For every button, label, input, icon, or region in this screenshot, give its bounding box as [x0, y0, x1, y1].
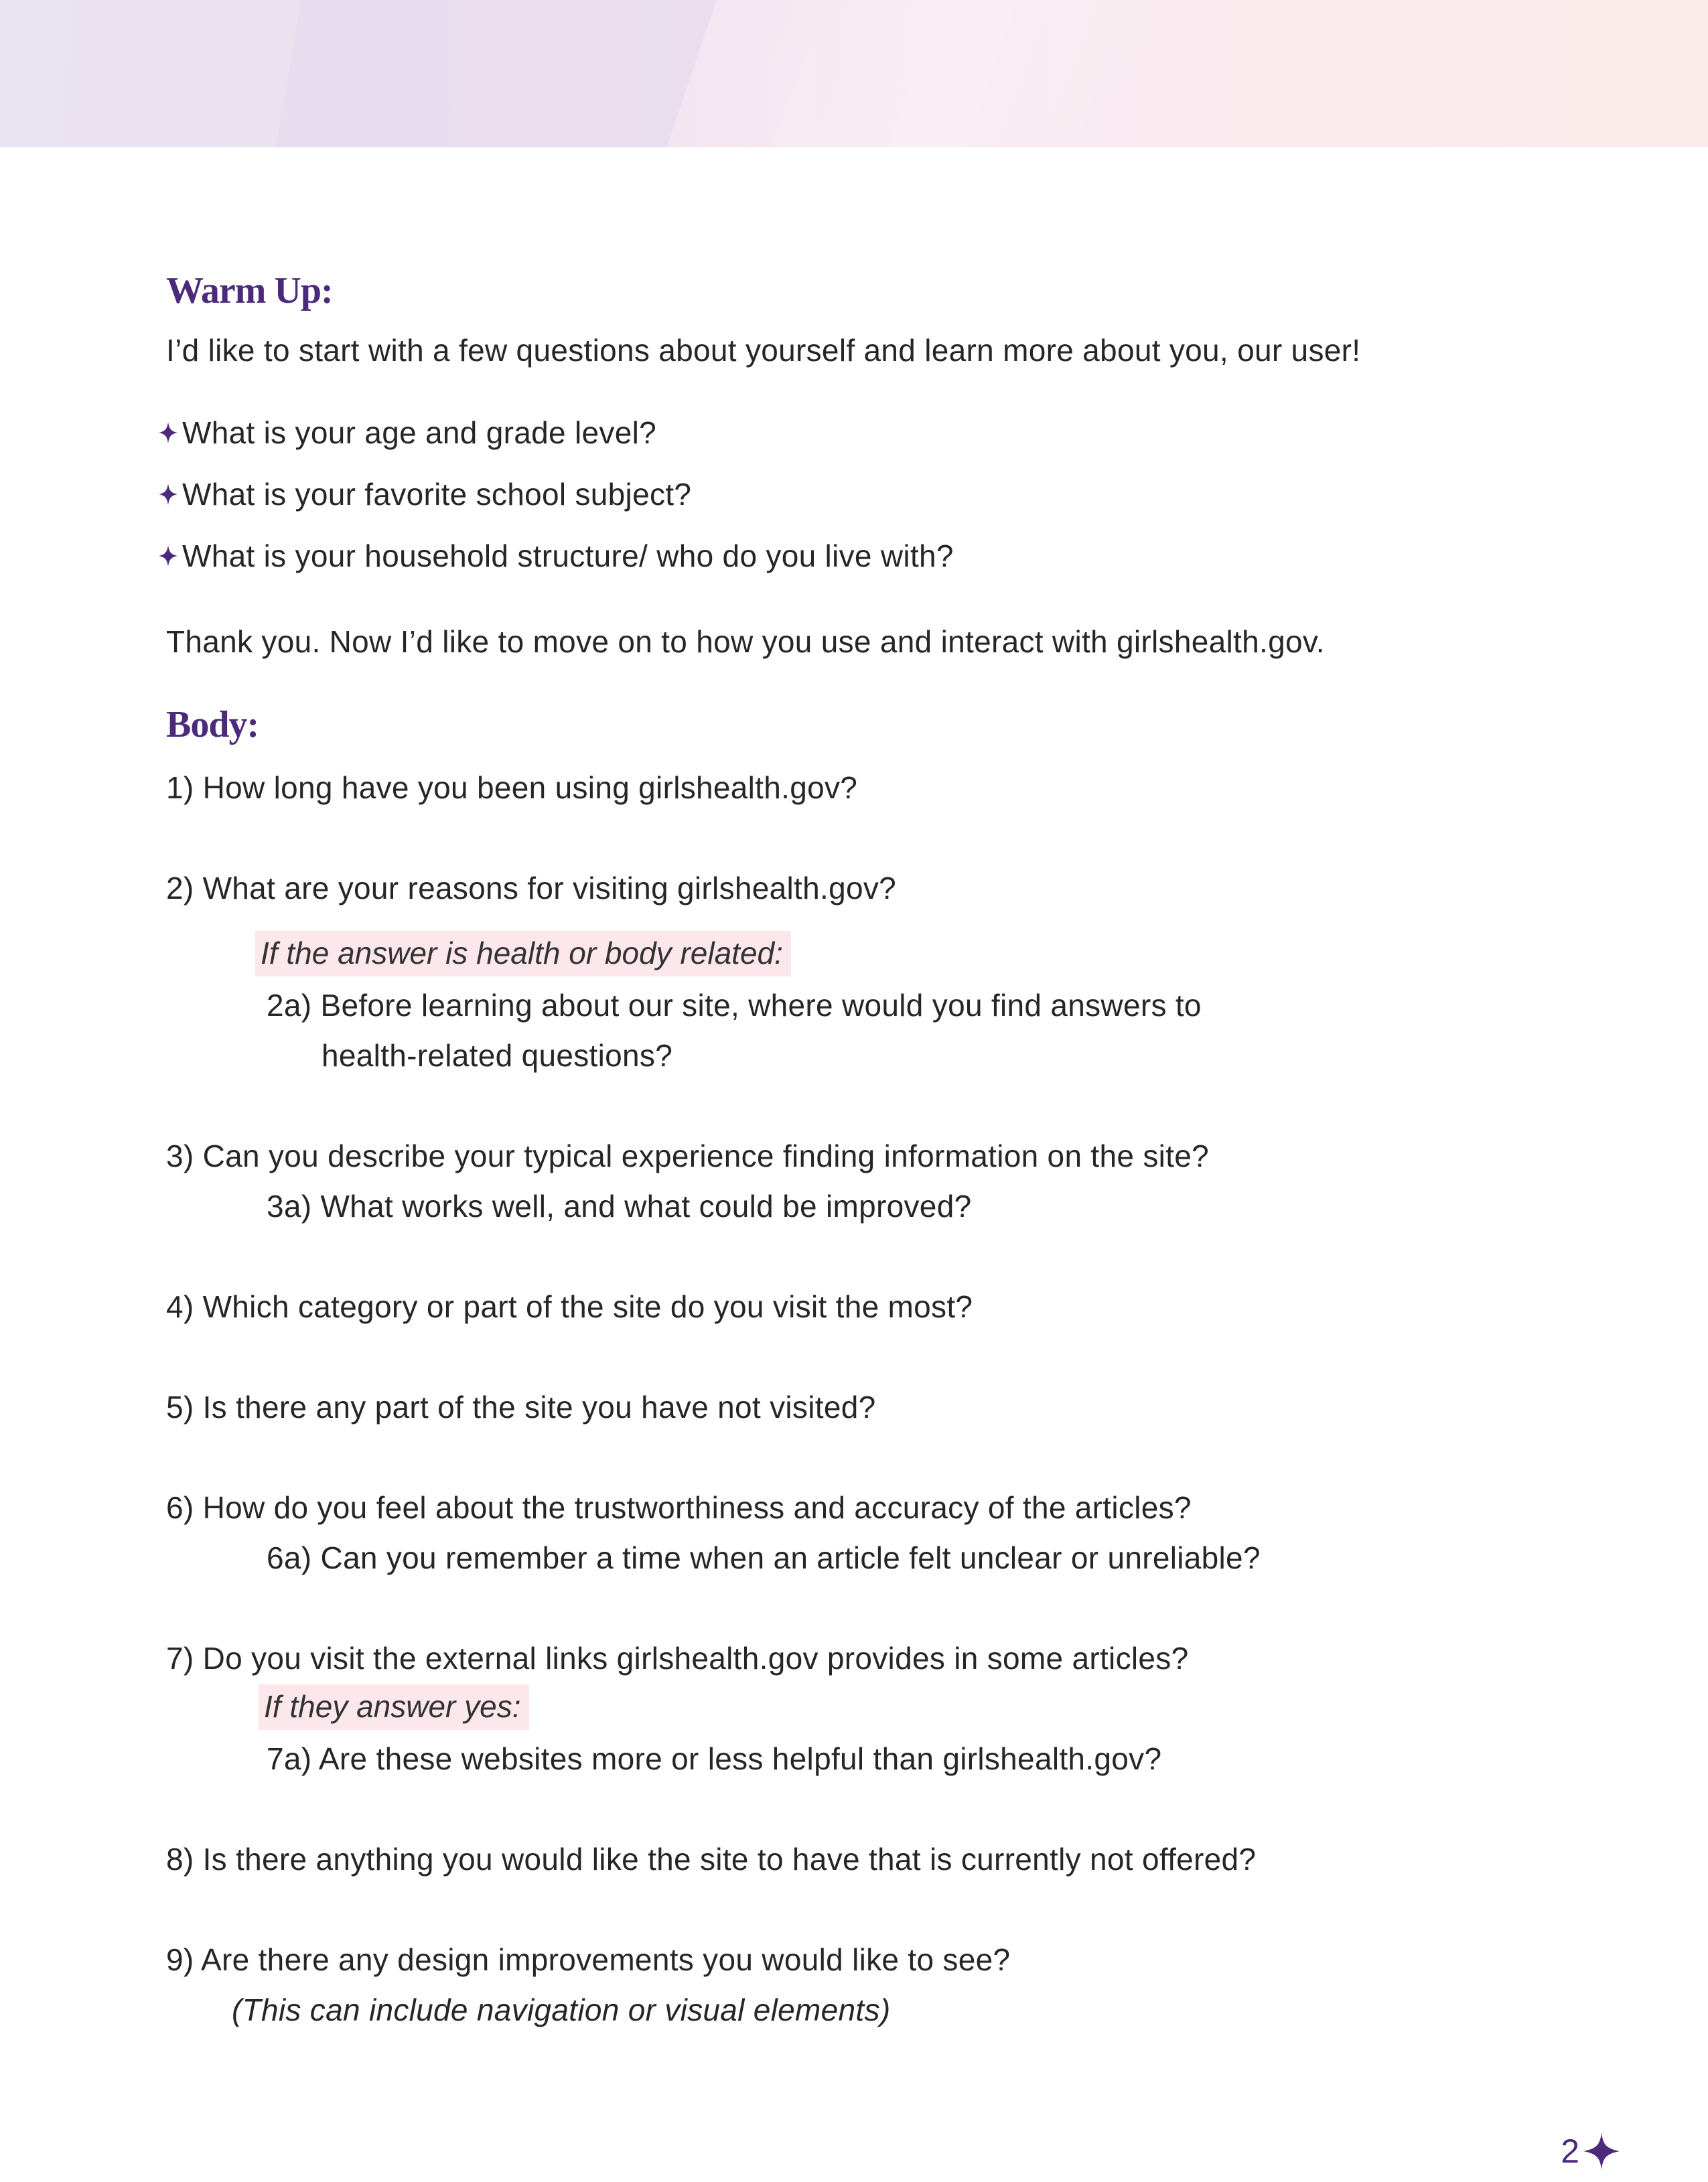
- question-7: 7) Do you visit the external links girlshealth.gov provides in some articles?: [166, 1641, 1189, 1676]
- four-point-star-icon: [158, 421, 178, 444]
- transition-text: Thank you. Now I’d like to move on to how you use and interact with girlshealth.gov.: [166, 624, 1325, 659]
- question-3: 3) Can you describe your typical experience finding information on the site?: [166, 1139, 1209, 1173]
- page-number-text: 2: [1561, 2132, 1579, 2170]
- warm-up-intro: I’d like to start with a few questions about yourself and learn more about you, our user!: [166, 333, 1361, 368]
- interviewer-note: If they answer yes:: [259, 1684, 529, 1730]
- page-number: [1561, 2132, 1621, 2171]
- question-6: 6) How do you feel about the trustworthiness and accuracy of the articles?: [166, 1490, 1192, 1525]
- section-heading-body: Body:: [166, 704, 259, 745]
- list-item: [158, 540, 954, 571]
- question-6a: 6a) Can you remember a time when an article felt unclear or unreliable?: [267, 1540, 1261, 1575]
- question-1: 1) How long have you been using girlshealth.gov?: [166, 770, 858, 805]
- question-7a: 7a) Are these websites more or less helpful than girlshealth.gov?: [267, 1741, 1162, 1776]
- bullet-text: What is your household structure/ who do you live with?: [182, 538, 954, 573]
- list-item: [158, 417, 656, 448]
- four-point-star-icon: [1582, 2132, 1621, 2171]
- bullet-text: What is your age and grade level?: [182, 415, 656, 450]
- question-2a-continued: health-related questions?: [322, 1038, 673, 1073]
- four-point-star-icon: [158, 544, 178, 567]
- question-5: 5) Is there any part of the site you have not visited?: [166, 1390, 876, 1425]
- question-8: 8) Is there anything you would like the site to have that is currently not offered?: [166, 1842, 1257, 1877]
- question-2: 2) What are your reasons for visiting girlshealth.gov?: [166, 871, 897, 905]
- question-2a: 2a) Before learning about our site, where would you find answers to: [267, 988, 1202, 1023]
- question-4: 4) Which category or part of the site do you visit the most?: [166, 1289, 973, 1324]
- section-heading-warm-up: Warm Up:: [166, 270, 333, 311]
- question-3a: 3a) What works well, and what could be improved?: [267, 1189, 972, 1224]
- interviewer-note: If the answer is health or body related:: [255, 931, 791, 976]
- question-9: 9) Are there any design improvements you would like to see?: [166, 1942, 1011, 1977]
- bullet-text: What is your favorite school subject?: [182, 477, 692, 512]
- question-9-note: (This can include navigation or visual elements): [232, 1992, 891, 2027]
- list-item: [158, 479, 691, 510]
- four-point-star-icon: [158, 483, 178, 506]
